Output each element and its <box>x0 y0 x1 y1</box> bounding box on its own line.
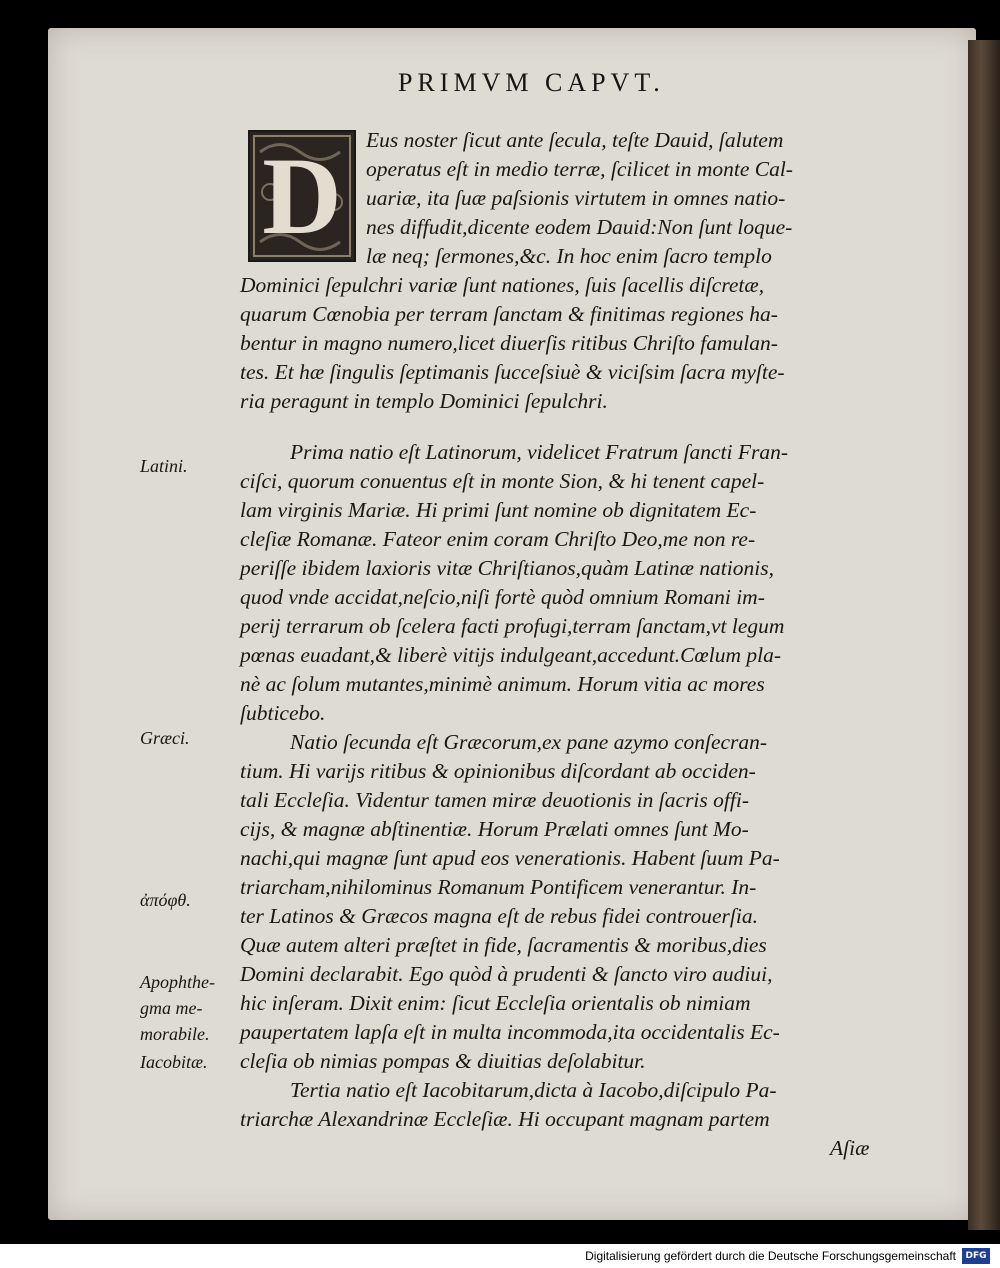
text-line: tium. Hi varijs ritibus & opinionibus diſcordant ab occiden- <box>240 759 756 783</box>
margin-note-apophthegma: Apophthe- <box>140 972 215 992</box>
margin-note-apophthegma: gma me- <box>140 998 203 1018</box>
text-line: Eus noster ſicut ante ſecula, teſte Dauid, ſalutem <box>366 128 784 152</box>
text-line: paupertatem lapſa eſt in multa incommoda,ita occidentalis Ec- <box>240 1020 780 1044</box>
text-line: cleſia ob nimias pompas & diuitias deſolabitur. <box>240 1049 646 1073</box>
text-line: læ neq; ſermones,&c. In hoc enim ſacro templo <box>366 244 772 268</box>
decorated-initial <box>248 130 356 262</box>
text-line: quod vnde accidat,neſcio,niſi fortè quòd omnium Romani im- <box>240 585 765 609</box>
text-line: Natio ſecunda eſt Græcorum,ex pane azymo conſecran- <box>290 730 768 754</box>
catchword: Aſiæ <box>830 1136 870 1160</box>
text-line: nes diffudit,dicente eodem Dauid:Non ſunt loque- <box>366 215 793 239</box>
text-line: bentur in magno numero,licet diuerſis ritibus Chriſto famulan- <box>240 331 778 355</box>
dfg-logo-icon: DFG <box>962 1248 990 1264</box>
text-line: ſubticebo. <box>240 701 326 725</box>
text-line: periſſe ibidem laxioris vitæ Chriſtianos,quàm Latinæ nationis, <box>240 556 774 580</box>
margin-note-graeci: Græci. <box>140 728 190 748</box>
text-line: perij terrarum ob ſcelera facti profugi,terram ſanctam,vt legum <box>240 614 785 638</box>
text-line: tali Eccleſia. Videntur tamen miræ deuotionis in ſacris offi- <box>240 788 749 812</box>
text-line: uariæ, ita ſuæ paſsionis virtutem in omnes natio- <box>366 186 786 210</box>
text-line: operatus eſt in medio terræ, ſcilicet in monte Cal- <box>366 157 793 181</box>
text-line: nè ac ſolum mutantes,minimè animum. Horum vitia ac mores <box>240 672 765 696</box>
footer-bar <box>0 1244 1000 1268</box>
text-line: triarchæ Alexandrinæ Eccleſiæ. Hi occupant magnam partem <box>240 1107 770 1131</box>
margin-note-apophthegma: morabile. <box>140 1024 210 1044</box>
text-line: Tertia natio eſt Iacobitarum,dicta à Iacobo,diſcipulo Pa- <box>290 1078 777 1102</box>
text-line: ria peragunt in templo Dominici ſepulchri. <box>240 389 608 413</box>
text-line: pœnas euadant,& liberè vitijs indulgeant,accedunt.Cœlum pla- <box>240 643 782 667</box>
page-edge <box>968 40 1000 1230</box>
text-line: Quæ autem alteri præſtet in fide, ſacramentis & moribus,dies <box>240 933 767 957</box>
text-line: nachi,qui magnæ ſunt apud eos venerationis. Habent ſuum Pa- <box>240 846 780 870</box>
text-line: cleſiæ Romanæ. Fateor enim coram Chriſto Deo,me non re- <box>240 527 756 551</box>
text-line: hic inſeram. Dixit enim: ſicut Eccleſia orientalis ob nimiam <box>240 991 751 1015</box>
chapter-heading: PRIMVM CAPVT. <box>398 68 665 97</box>
text-line: cijs, & magnæ abſtinentiæ. Horum Prælati omnes ſunt Mo- <box>240 817 749 841</box>
initial-letter: D <box>262 135 342 257</box>
text-line: triarcham,nihilominus Romanum Pontificem venerantur. In- <box>240 875 757 899</box>
text-line: Domini declarabit. Ego quòd à prudenti & ſancto viro audiui, <box>240 962 773 986</box>
text-line: Dominici ſepulchri variæ ſunt nationes, ſuis ſacellis diſcretæ, <box>240 273 765 297</box>
text-line: ter Latinos & Græcos magna eſt de rebus fidei controuerſia. <box>240 904 758 928</box>
text-line: tes. Et hæ ſingulis ſeptimanis ſucceſsiuè & viciſsim ſacra myſte- <box>240 360 785 384</box>
footer-credit: Digitalisierung gefördert durch die Deutsche Forschungsgemeinschaft <box>585 1249 956 1263</box>
text-line: quarum Cœnobia per terram ſanctam & finitimas regiones ha- <box>240 302 778 326</box>
margin-note-latini: Latini. <box>140 456 188 476</box>
text-line: lam virginis Mariæ. Hi primi ſunt nomine ob dignitatem Ec- <box>240 498 757 522</box>
text-line: ciſci, quorum conuentus eſt in monte Sion, & hi tenent capel- <box>240 469 765 493</box>
margin-note-greek: ἀπόφθ. <box>140 890 191 910</box>
text-line: Prima natio eſt Latinorum, videlicet Fratrum ſancti Fran- <box>290 440 789 464</box>
margin-note-iacobitae: Iacobitæ. <box>140 1052 208 1072</box>
